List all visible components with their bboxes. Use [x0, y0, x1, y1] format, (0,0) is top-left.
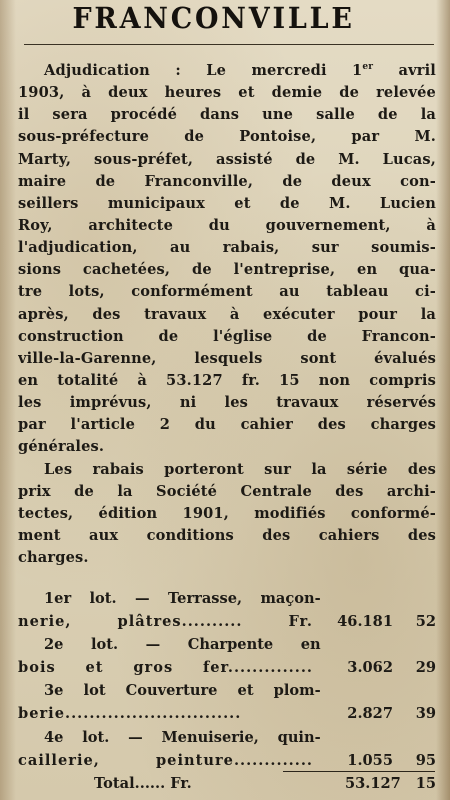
lot-cents [396, 679, 436, 702]
article-line: il sera procédé dans une salle de la [18, 106, 436, 124]
article-line: Marty, sous-préfet, assisté de M. Lucas, [18, 150, 436, 168]
lot-amount [321, 726, 396, 749]
article-line: Adjudication : Le mercredi 1er avril [44, 62, 436, 79]
article-line: les imprévus, ni les travaux réservés [18, 394, 436, 412]
table-row [18, 587, 436, 610]
article-line: charges. [18, 549, 89, 567]
article-line: sions cachetées, de l'entreprise, en qua- [18, 261, 436, 279]
table-row [18, 702, 436, 725]
lot-cents: 52 [415, 613, 436, 631]
table-row [18, 656, 436, 679]
total-rule [283, 771, 435, 772]
page-title: FRANCONVILLE [72, 1, 355, 35]
lot-description: caillerie, peinture............. [18, 751, 313, 769]
article-line: prix de la Société Centrale des archi- [18, 482, 436, 500]
table-row [18, 749, 436, 772]
lot-cents: 39 [415, 705, 436, 723]
lot-cents: 95 [415, 751, 436, 769]
lot-description: 2e lot. — Charpente en [44, 636, 321, 654]
article-line: construction de l'église de Francon- [18, 327, 436, 345]
article-line: après, des travaux à exécuter pour la [18, 305, 436, 323]
article-line: Roy, architecte du gouvernement, à [18, 216, 436, 234]
lot-amount [321, 679, 396, 702]
article-line: seillers municipaux et de M. Lucien [18, 194, 436, 212]
lot-cents [396, 726, 436, 749]
lot-cents [396, 587, 436, 610]
lot-cents [396, 633, 436, 656]
article-line: 1903, à deux heures et demie de relevée [18, 84, 436, 102]
lot-description: 3e lot Couverture et plom- [44, 682, 321, 700]
article-line: générales. [18, 438, 105, 456]
total-amount: 53.127 [344, 774, 401, 792]
lot-amount: 1.055 [347, 751, 393, 769]
table-row [18, 633, 436, 656]
lot-description: nerie, plâtres.......... Fr. [18, 613, 313, 631]
paper-edge-shadow-left [0, 0, 16, 800]
title-divider [24, 44, 434, 45]
lot-description: berie............................. [18, 705, 242, 723]
lot-amount: 3.062 [347, 659, 393, 677]
lot-cents: 29 [415, 659, 436, 677]
lot-description: 1er lot. — Terrasse, maçon- [44, 590, 321, 607]
lots-table [18, 587, 436, 795]
table-row [18, 726, 436, 749]
paper-edge-shadow-right [436, 0, 450, 800]
lot-description: 4e lot. — Menuiserie, quin- [44, 728, 321, 746]
lot-amount [321, 587, 396, 610]
lot-amount: 46.181 [337, 613, 393, 631]
article-line: tectes, édition 1901, modifiés conformé- [18, 504, 436, 522]
table-row [18, 679, 436, 702]
article-body [18, 60, 436, 569]
total-row [18, 772, 436, 795]
article-line: ville-la-Garenne, lesquels sont évalués [18, 349, 436, 367]
article-line: en totalité à 53.127 fr. 15 non compris [18, 371, 436, 389]
article-line: maire de Franconville, de deux con- [18, 172, 436, 190]
article-line: tre lots, conformément au tableau ci- [18, 283, 436, 301]
table-row [18, 610, 436, 633]
lot-amount: 2.827 [347, 705, 393, 723]
total-cents: 15 [415, 774, 436, 792]
lot-amount [321, 633, 396, 656]
lot-description: bois et gros fer.............. [18, 659, 313, 677]
total-label: Total...... Fr. [94, 774, 192, 792]
article-line: par l'article 2 du cahier des charges [18, 416, 436, 434]
article-line: sous-préfecture de Pontoise, par M. [18, 128, 436, 146]
article-line: Les rabais porteront sur la série des [44, 460, 436, 478]
article-line: ment aux conditions des cahiers des [18, 526, 436, 544]
article-line: l'adjudication, au rabais, sur soumis- [18, 239, 436, 257]
